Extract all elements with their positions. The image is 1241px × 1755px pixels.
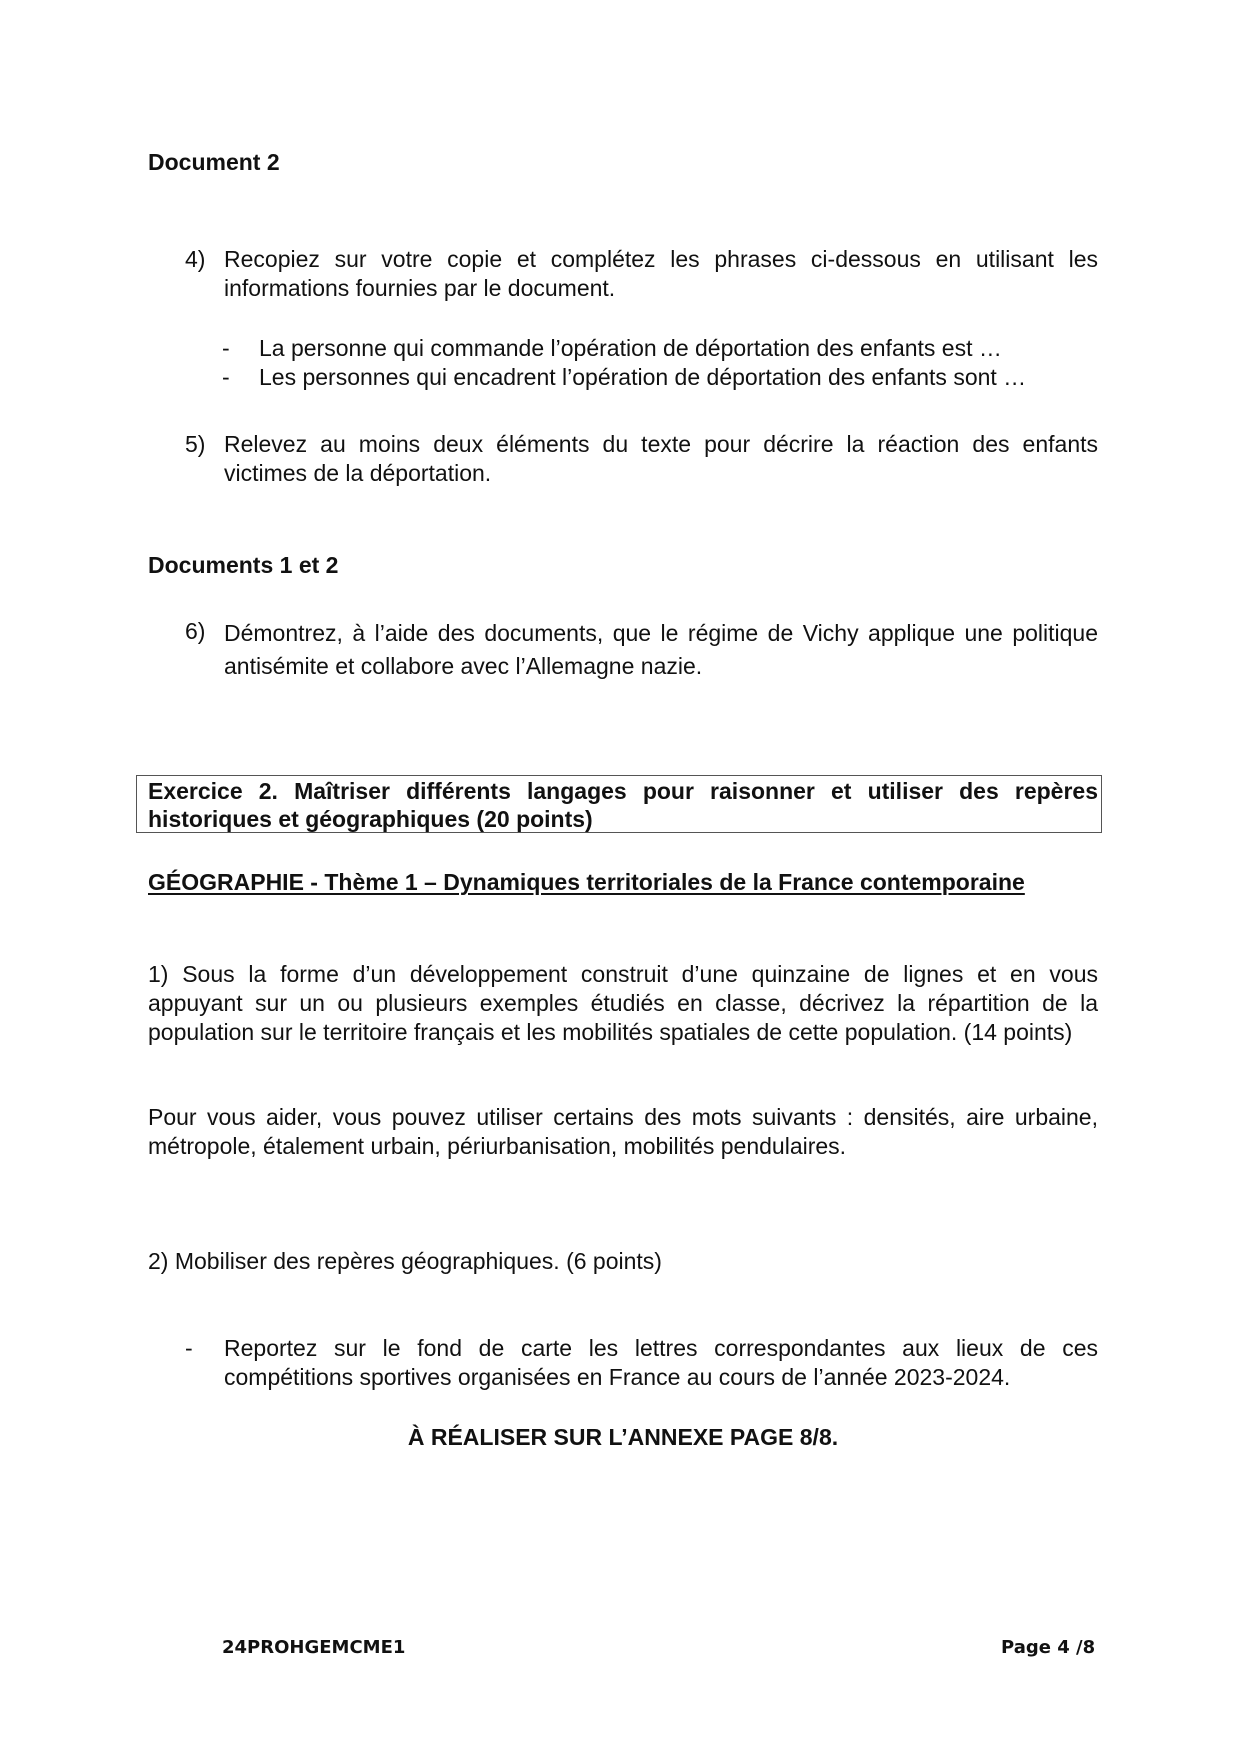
bullet-dash: -	[222, 335, 230, 361]
bullet-dash: -	[222, 364, 230, 390]
question-number: 4)	[185, 246, 206, 272]
geo-question-2: 2) Mobiliser des repères géographiques. (6 points)	[148, 1248, 662, 1274]
exercise-title: Exercice 2. Maîtriser différents langages pour raisonner et utiliser des repères historiques et géographiques (20 points)	[148, 778, 1098, 832]
question-text: Recopiez sur votre copie et complétez les phrases ci-dessous en utilisant les informations fournies par le document.	[224, 246, 1098, 301]
section-heading-documents-1-2: Documents 1 et 2	[148, 552, 339, 578]
question-number: 6)	[185, 618, 206, 644]
question-text: Relevez au moins deux éléments du texte pour décrire la réaction des enfants victimes de la déportation.	[224, 431, 1098, 486]
question-number: 5)	[185, 431, 206, 457]
vocabulary-hint: Pour vous aider, vous pouvez utiliser certains des mots suivants : densités, aire urbaine, métropole, étalement urbain, périurbanisation, mobilités pendulaires.	[148, 1104, 1098, 1159]
map-instruction: Reportez sur le fond de carte les lettres correspondantes aux lieux de ces compétitions sportives organisées en France au cours de l’année 2023-2024.	[224, 1335, 1098, 1390]
bullet-dash: -	[185, 1335, 193, 1361]
question-text: Démontrez, à l’aide des documents, que le régime de Vichy applique une politique antisémite et collabore avec l’Allemagne nazie.	[224, 620, 1098, 679]
theme-title: GÉOGRAPHIE - Thème 1 – Dynamiques territoriales de la France contemporaine	[148, 869, 1025, 895]
geo-question-1: 1) Sous la forme d’un développement construit d’une quinzaine de lignes et en vous appuyant sur un ou plusieurs exemples étudiés en classe, décrivez la répartition de la population sur le territoire français et les mobilités spatiales de cette population. (14 points)	[148, 961, 1098, 1045]
footer-exam-code: 24PROHGEMCME1	[222, 1637, 406, 1658]
list-item: Les personnes qui encadrent l’opération de déportation des enfants sont …	[259, 364, 1027, 390]
footer-page-number: Page 4 /8	[1001, 1637, 1096, 1658]
annex-note: À RÉALISER SUR L’ANNEXE PAGE 8/8.	[407, 1424, 839, 1450]
section-heading-document-2: Document 2	[148, 149, 280, 175]
list-item: La personne qui commande l’opération de déportation des enfants est …	[259, 335, 1002, 361]
